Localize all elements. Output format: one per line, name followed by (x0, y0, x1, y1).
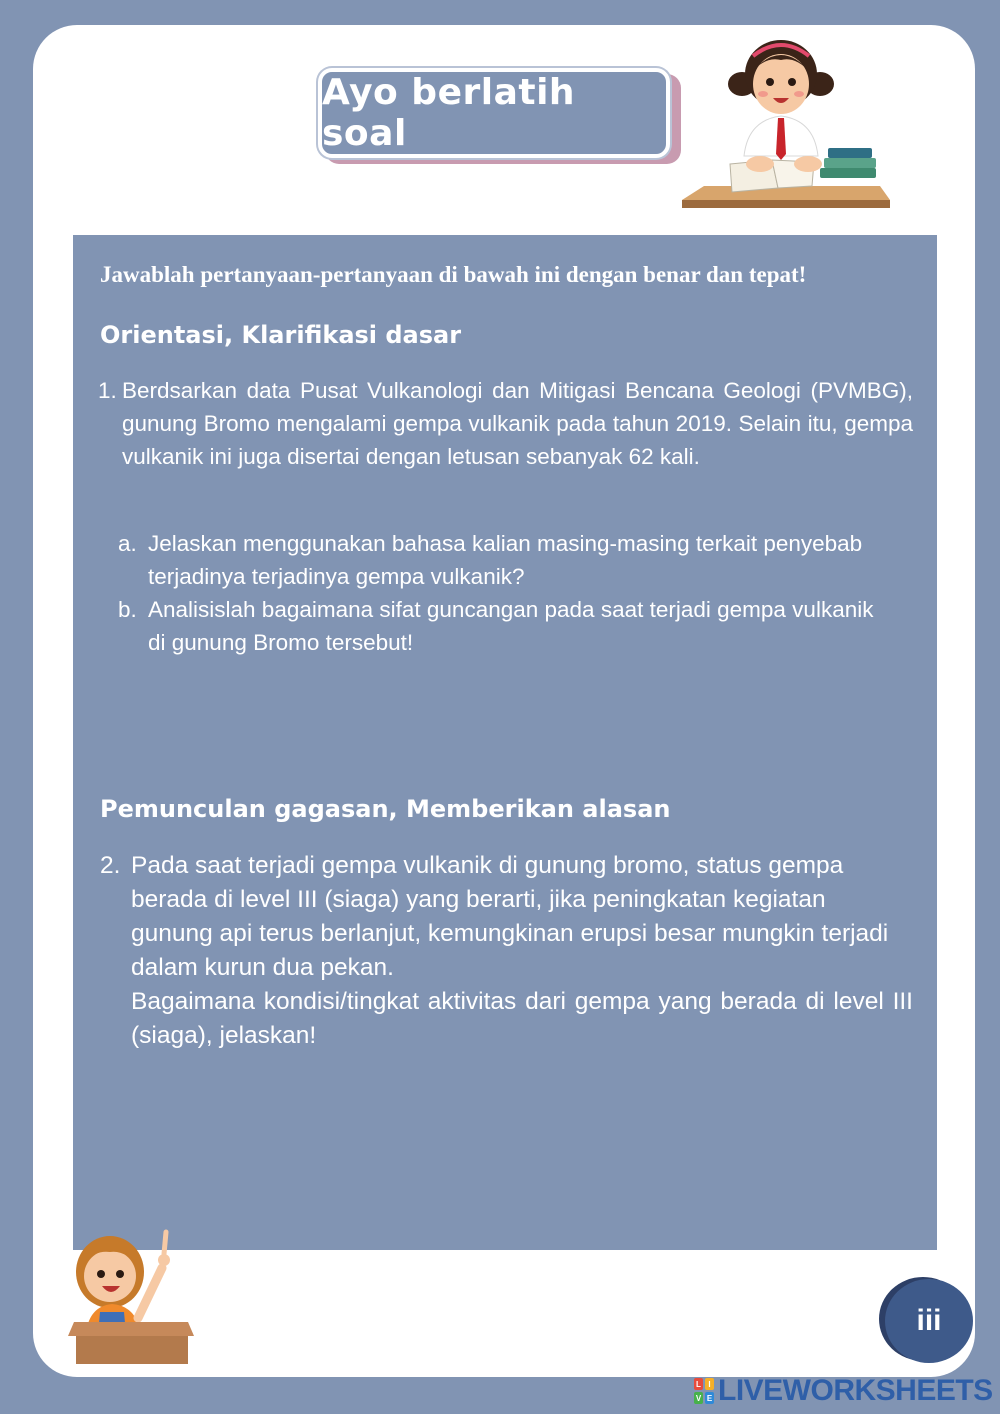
logo-letter: L (694, 1378, 703, 1390)
question-2-prompt: Bagaimana kondisi/tingkat aktivitas dari gempa yang berada di level III (siaga), jelaskan! (131, 988, 913, 1049)
question-2-text: Pada saat terjadi gempa vulkanik di gunung bromo, status gempa berada di level III (siaga) yang berarti, jika peningkatan kegiatan gunung api terus berlanjut, kemungkinan erupsi besar mungkin terjadi dalam kurun dua pekan. (131, 852, 889, 981)
subquestion-a (118, 527, 878, 593)
question-1-subquestions (118, 527, 878, 659)
student-pointing-illustration (66, 1222, 200, 1366)
question-2-number: 2. (100, 852, 121, 879)
student-writing-illustration (680, 36, 892, 212)
question-2 (100, 849, 913, 1053)
subquestion-text: Analisislah bagaimana sifat guncangan pada saat terjadi gempa vulkanik di gunung Bromo tersebut! (148, 597, 874, 655)
question-1 (98, 374, 913, 473)
title-box (318, 68, 670, 158)
liveworksheets-brand-text: LIVEWORKSHEETS (718, 1374, 993, 1407)
subquestion-letter: a. (118, 531, 137, 556)
page-number-badge: iii (885, 1279, 973, 1363)
liveworksheets-logo-icon (694, 1378, 714, 1404)
question-1-text: Berdsarkan data Pusat Vulkanologi dan Mitigasi Bencana Geologi (PVMBG), gunung Bromo mengalami gempa vulkanik pada tahun 2019. Selain itu, gempa vulkanik ini juga disertai dengan letusan sebanyak 62 kali. (122, 378, 913, 469)
logo-letter: E (706, 1393, 713, 1403)
subquestion-text: Jelaskan menggunakan bahasa kalian masing-masing terkait penyebab terjadinya terjadinya gempa vulkanik? (148, 531, 863, 589)
page-title: Ayo berlatih soal (322, 72, 576, 154)
question-1-number: 1. (98, 378, 117, 403)
section-heading-pemunculan: Pemunculan gagasan, Memberikan alasan (100, 795, 671, 823)
subquestion-b (118, 593, 878, 659)
liveworksheets-logo (694, 1374, 993, 1408)
instruction-text: Jawablah pertanyaan-pertanyaan di bawah ini dengan benar dan tepat! (100, 262, 807, 287)
logo-letter: I (705, 1378, 714, 1390)
logo-letter: V (695, 1393, 702, 1403)
subquestion-letter: b. (118, 597, 137, 622)
section-heading-orientasi: Orientasi, Klarifikasi dasar (100, 321, 462, 349)
